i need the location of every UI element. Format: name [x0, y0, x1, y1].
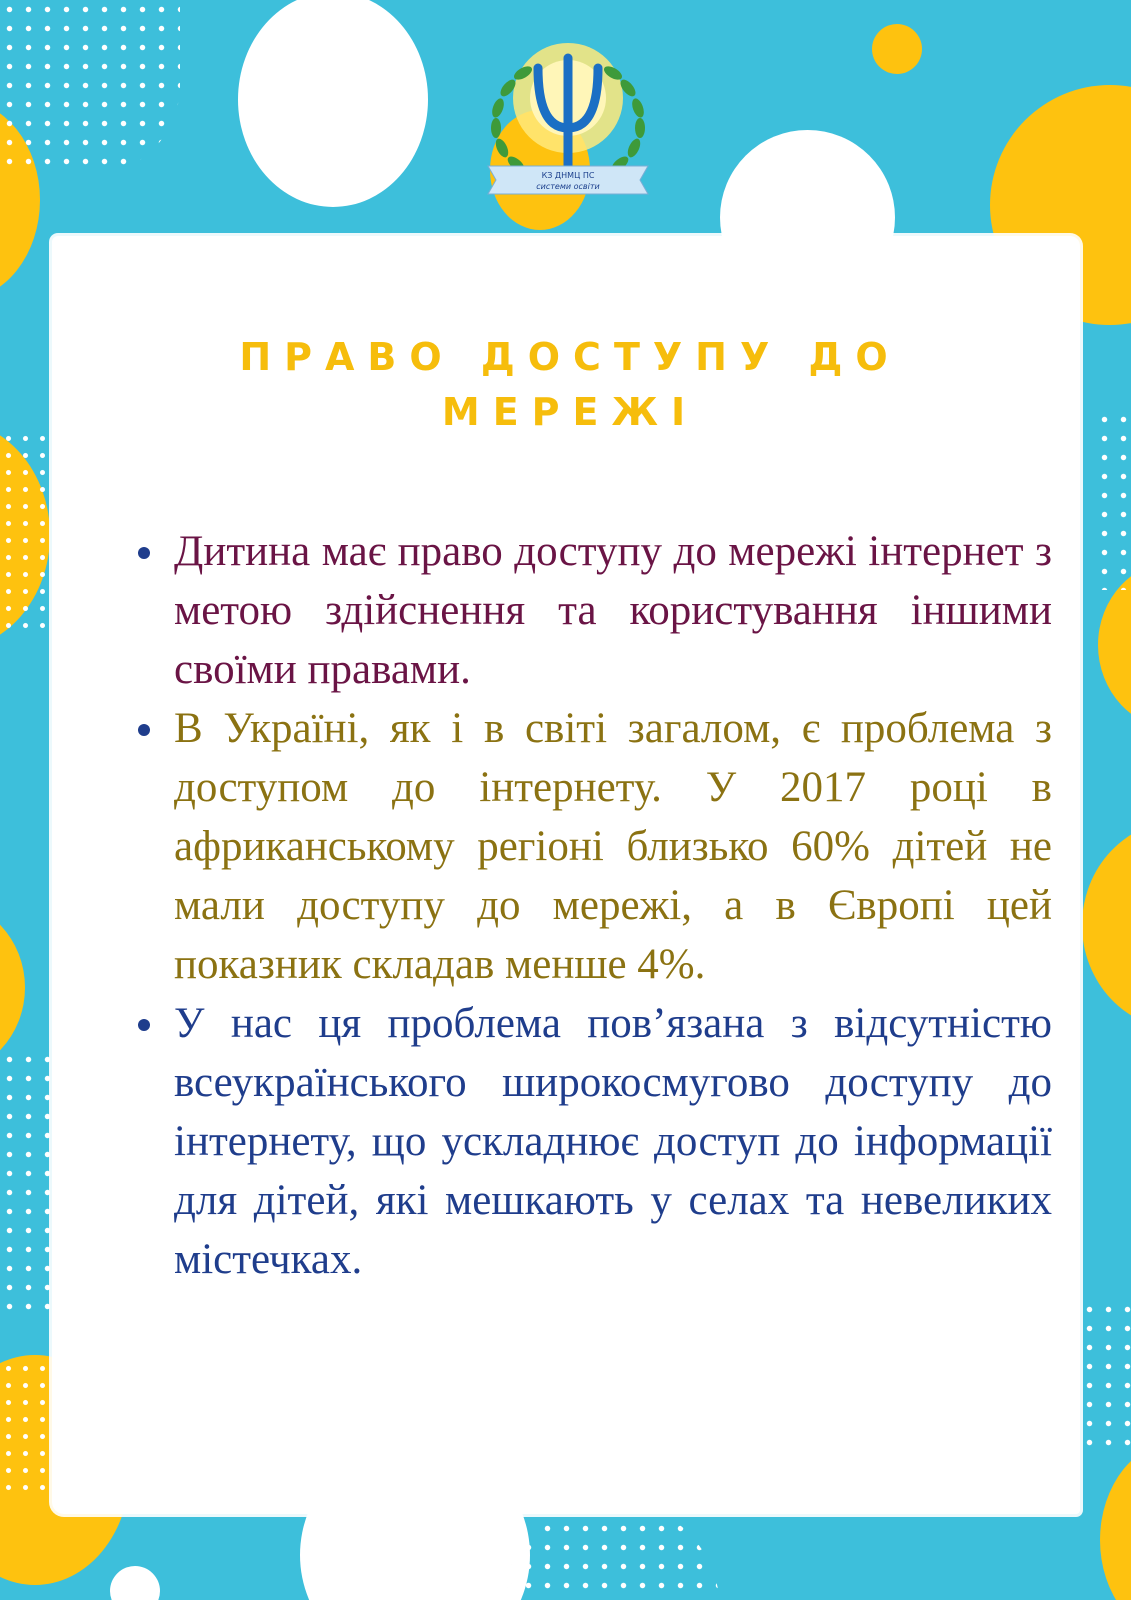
list-item: [134, 699, 1052, 994]
dot-pattern-top-left: [0, 0, 180, 175]
dot-pattern-right-low: [1080, 1300, 1131, 1450]
bullet-marker-icon: [138, 724, 150, 736]
list-item: [134, 522, 1052, 699]
list-item: [134, 994, 1052, 1289]
white-circle-top-left: [238, 0, 428, 207]
dot-pattern-left-mid: [0, 430, 45, 630]
logo-ribbon-text-2: системи освіти: [536, 182, 600, 191]
bullet-text: В Україні, як і в світі загалом, є проблема з доступом до інтернету. У 2017 році в африканському регіоні близько 60% дітей не мали доступу до мережі, а в Європі цей показник складав менше 4%.: [174, 705, 1052, 988]
logo-ribbon-text-1: КЗ ДНМЦ ПС: [541, 171, 595, 180]
dot-pattern-left-low: [0, 1050, 50, 1310]
bullet-marker-icon: [138, 1019, 150, 1031]
page-title: [150, 330, 990, 440]
bullet-marker-icon: [138, 547, 150, 559]
yellow-circle-bottom-right: [1100, 1440, 1131, 1600]
dot-pattern-bottom: [500, 1500, 720, 1600]
bullet-text: У нас ця проблема пов’язана з відсутністю всеукраїнського широкосмугово доступу до інтернету, що ускладнює доступ до інформації для дітей, які мешкають у селах та невеликих містечках.: [174, 1000, 1052, 1283]
white-circle-bottom-small: [110, 1566, 160, 1600]
yellow-circle-right-low: [1082, 820, 1131, 1030]
bullet-text: Дитина має право доступу до мережі інтернет з метою здійснення та користування іншими своїми правами.: [174, 528, 1052, 693]
bullet-list: [134, 522, 1052, 1289]
yellow-circle-top-small: [872, 24, 922, 74]
yellow-circle-left-low: [0, 900, 25, 1075]
title-line-1: ПРАВО ДОСТУПУ ДО: [239, 335, 901, 379]
institution-logo: [468, 28, 668, 200]
title-line-2: МЕРЕЖІ: [441, 390, 699, 434]
dot-pattern-right-top: [1095, 410, 1131, 590]
